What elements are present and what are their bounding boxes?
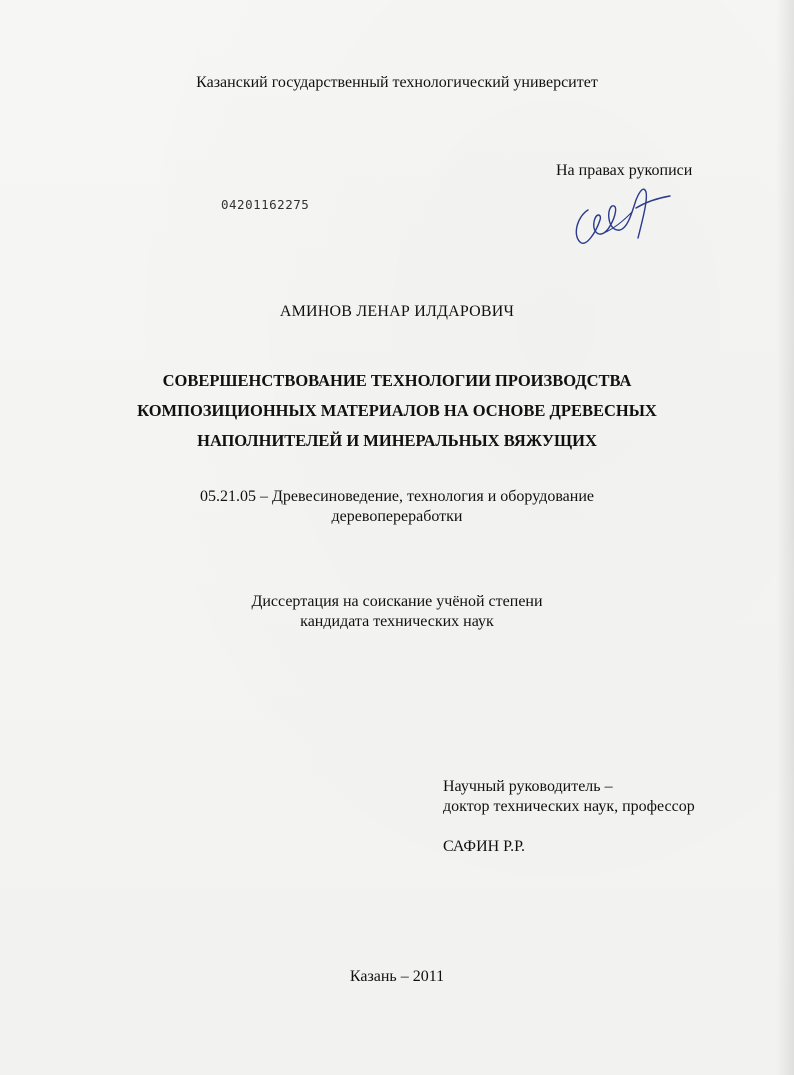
specialty-line: деревопереработки: [331, 508, 463, 525]
university-name: Казанский государственный технологический университет: [196, 74, 598, 91]
degree-line: кандидата технических наук: [300, 613, 494, 630]
degree-line: Диссертация на соискание учёной степени: [251, 593, 543, 610]
document-code: 04201162275: [221, 197, 310, 212]
supervisor-line: доктор технических наук, профессор: [443, 798, 695, 815]
title-line: СОВЕРШЕНСТВОВАНИЕ ТЕХНОЛОГИИ ПРОИЗВОДСТВА: [162, 371, 632, 390]
city-year: Казань – 2011: [349, 968, 445, 985]
supervisor-line: Научный руководитель –: [443, 778, 613, 795]
supervisor-block: [443, 777, 695, 817]
author-name: АМИНОВ ЛЕНАР ИЛДАРОВИЧ: [279, 303, 515, 320]
page-edge-shadow: [776, 0, 794, 1075]
specialty-line: 05.21.05 – Древесиноведение, технология и оборудование: [199, 488, 595, 505]
dissertation-title: [0, 366, 794, 456]
specialty-code: [0, 487, 794, 527]
title-line: НАПОЛНИТЕЛЕЙ И МИНЕРАЛЬНЫХ ВЯЖУЩИХ: [197, 431, 597, 450]
supervisor-name: САФИН Р.Р.: [443, 838, 525, 855]
degree-statement: [0, 592, 794, 632]
manuscript-note: На правах рукописи: [556, 162, 693, 179]
title-line: КОМПОЗИЦИОННЫХ МАТЕРИАЛОВ НА ОСНОВЕ ДРЕВЕСНЫХ: [137, 401, 657, 420]
signature-icon: [566, 182, 686, 252]
